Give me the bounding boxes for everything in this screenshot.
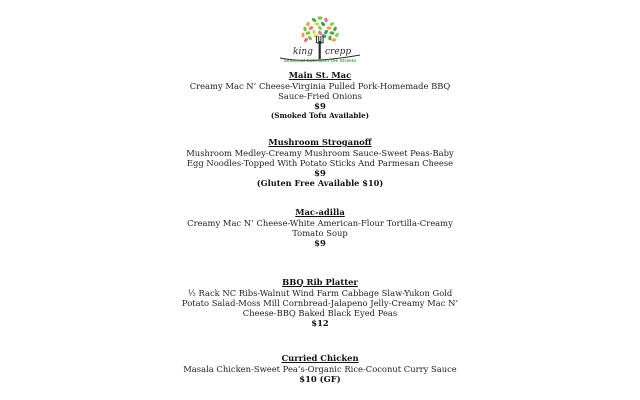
menu-item-title: Mac-adilla <box>295 207 345 217</box>
logo-leaf <box>320 21 326 27</box>
logo-leaf <box>329 21 335 26</box>
menu-item-note: (Smoked Tofu Available) <box>270 110 370 120</box>
menu-item-description: Mushroom Medley-Creamy Mushroom Sauce-Sweet Peas-Baby Egg Noodles-Topped With Potato Sticks And Parmesan Cheese <box>186 147 454 168</box>
menu-item-title: Main St. Mac <box>288 70 352 80</box>
logo-leaf <box>303 37 309 43</box>
logo-leaf <box>321 34 327 39</box>
menu-item-title: Mushroom Stroganoff <box>268 137 372 147</box>
logo-leaf <box>303 26 307 31</box>
menu-item-price: $9 <box>314 100 326 111</box>
menu-item-mushroom-stroganoff <box>0 137 640 188</box>
logo-leaf <box>329 31 334 35</box>
brand-tagline: Seasonal Eats Meet the Streets <box>283 58 357 63</box>
menu-item-description: Creamy Mac N’ Cheese-Virginia Pulled Pork-Homemade BBQ Sauce-Fried Onions <box>189 80 451 101</box>
menu-item-price: $12 <box>311 318 329 329</box>
logo-leaf <box>305 31 311 36</box>
logo-leaf <box>312 29 316 34</box>
menu-item-description: Masala Chicken-Sweet Pea’s-Organic Rice-Coconut Curry Sauce <box>183 363 457 374</box>
logo-leaf <box>333 26 338 32</box>
logo-leaf <box>317 25 323 31</box>
brand-logo <box>270 12 370 72</box>
menu-item-curried-chicken <box>0 353 640 384</box>
menu-item-bbq-rib-platter <box>0 277 640 328</box>
logo-leaf <box>331 38 336 42</box>
logo-wordmark-right: crepp <box>325 47 352 57</box>
logo-leaf <box>301 33 304 38</box>
menu-item-description: ½ Rack NC Ribs-Walnut Wind Farm Cabbage Slaw-Yukon Gold Potato Salad-Moss Mill Cornbread-Jalapeno Jelly-Creamy Mac N’ Cheese-BBQ Baked Black Eyed Peas <box>181 287 459 318</box>
logo-leaf <box>314 22 319 26</box>
logo-leaf <box>323 29 328 35</box>
menu-item-title: BBQ Rib Platter <box>282 277 358 287</box>
menu-item-description: Creamy Mac N’ Cheese-White American-Flour Tortilla-Creamy Tomato Soup <box>187 217 453 238</box>
menu-item-main-st-mac <box>0 70 640 121</box>
logo-leaf <box>318 16 323 19</box>
menu-item-price: $9 <box>314 167 326 178</box>
logo-leaf <box>311 17 317 22</box>
menu-item-price: $10 (GF) <box>299 373 341 384</box>
logo-leaf <box>324 17 328 22</box>
tree-fork-logo-icon <box>270 12 370 72</box>
logo-leaf <box>306 21 311 27</box>
logo-leaf <box>307 35 312 41</box>
menu-item-note: (Gluten Free Available $10) <box>256 177 384 188</box>
menu-item-price: $9 <box>314 237 326 248</box>
logo-leaf <box>326 26 331 30</box>
menu-item-title: Curried Chicken <box>281 353 359 363</box>
logo-wordmark-left: king <box>293 47 313 57</box>
logo-leaf <box>328 35 332 40</box>
logo-leaf <box>308 25 314 30</box>
logo-leaf <box>334 32 339 38</box>
menu-item-mac-adilla <box>0 207 640 248</box>
